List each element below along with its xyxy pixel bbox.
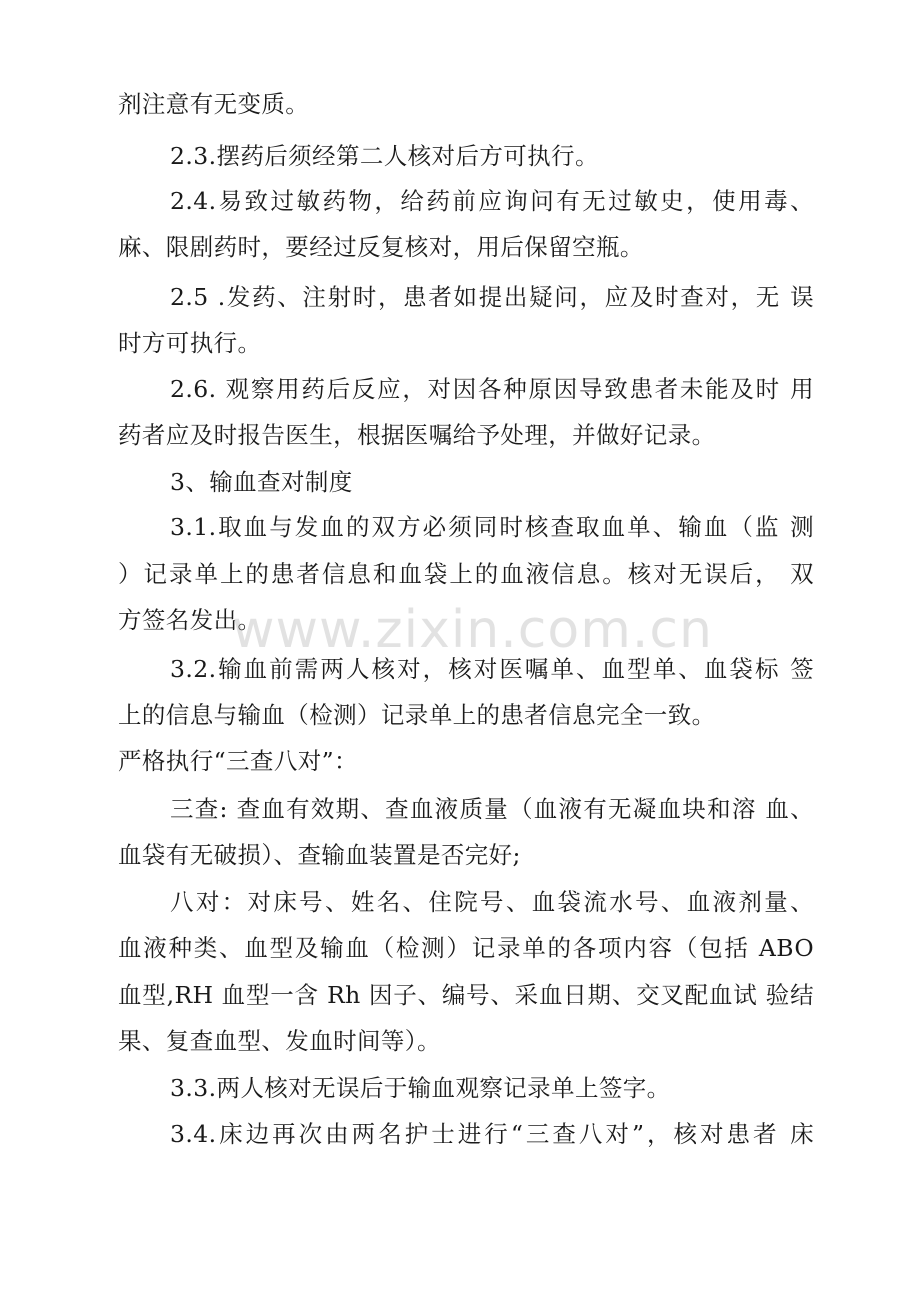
text-line: 剂注意有无变质。	[118, 90, 310, 118]
text-line: 八对：对床号、姓名、住院号、血袋流水号、血液剂量、	[170, 888, 814, 916]
text-line: 严格执行“三查八对”：	[118, 747, 358, 775]
text-line: 3.1.取血与发血的双方必须同时核查取血单、输血（监 测	[170, 513, 814, 541]
text-line: 上的信息与输血（检测）记录单上的患者信息完全一致。	[118, 701, 716, 729]
text-line: 2.6. 观察用药后反应，对因各种原因导致患者未能及时 用	[170, 375, 814, 403]
text-line: 药者应及时报告医生，根据医嘱给予处理，并做好记录。	[118, 421, 716, 449]
text-line: 2.3.摆药后须经第二人核对后方可执行。	[170, 142, 599, 170]
text-line: 麻、限剧药时，要经过反复核对，用后保留空瓶。	[118, 233, 644, 261]
section-heading: 3、输血查对制度	[170, 468, 353, 496]
text-line: 2.4.易致过敏药物，给药前应询问有无过敏史，使用毒、	[170, 187, 814, 215]
text-line: 3.2.输血前需两人核对，核对医嘱单、血型单、血袋标 签	[170, 655, 814, 683]
text-line: 3.3.两人核对无误后于输血观察记录单上签字。	[170, 1074, 671, 1102]
text-line: 血型,RH 血型一含 Rh 因子、编号、采血日期、交叉配血试 验结	[118, 981, 814, 1009]
text-line: 时方可执行。	[118, 329, 262, 357]
text-line: ）记录单上的患者信息和血袋上的血液信息。核对无误后， 双	[118, 560, 814, 588]
text-line: 2.5 .发药、注射时，患者如提出疑问，应及时查对，无 误	[170, 283, 814, 311]
text-line: 血液种类、血型及输血（检测）记录单的各项内容（包括 ABO	[118, 934, 814, 962]
text-line: 3.4.床边再次由两名护士进行“三查八对”，核对患者 床	[170, 1120, 814, 1148]
watermark: www.zixin.com.cn	[232, 600, 713, 660]
text-line: 三查: 查血有效期、查血液质量（血液有无凝血块和溶 血、	[170, 795, 814, 823]
text-line: 方签名发出。	[118, 606, 262, 634]
text-line: 血袋有无破损）、查输血装置是否完好;	[118, 841, 521, 869]
text-line: 果、复查血型、发血时间等）。	[118, 1027, 441, 1055]
